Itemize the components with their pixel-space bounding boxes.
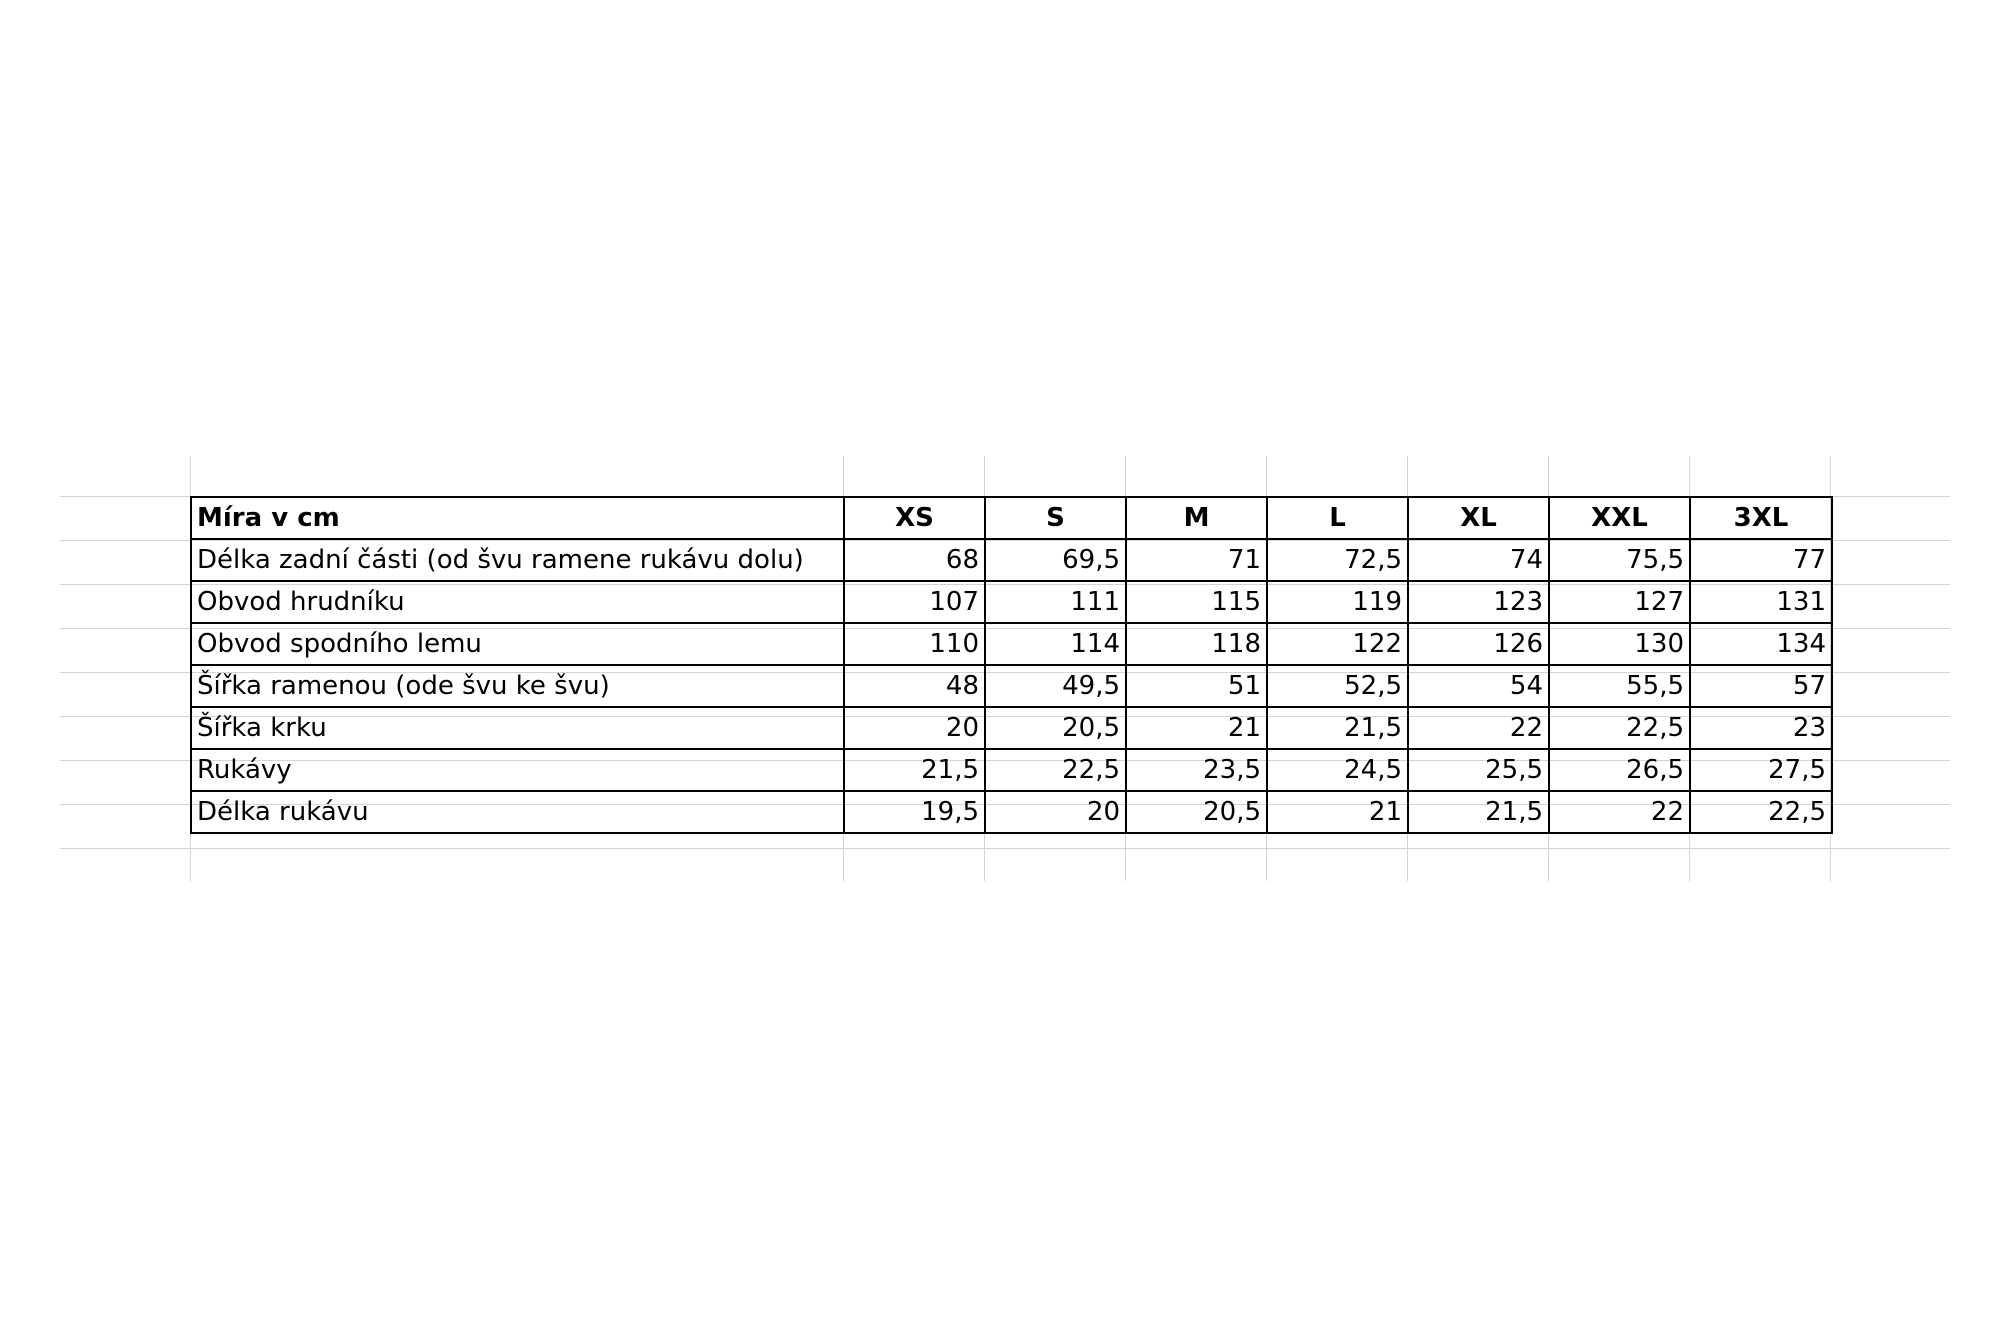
row-label[interactable]: Rukávy <box>191 749 844 791</box>
table-cell[interactable]: 22,5 <box>1690 791 1832 833</box>
row-label[interactable]: Délka rukávu <box>191 791 844 833</box>
table-cell[interactable]: 21,5 <box>844 749 985 791</box>
table-cell[interactable]: 20 <box>985 791 1126 833</box>
table-cell[interactable]: 134 <box>1690 623 1832 665</box>
table-row <box>191 791 1832 833</box>
table-row <box>191 539 1832 581</box>
table-cell[interactable]: 48 <box>844 665 985 707</box>
table-cell[interactable]: 115 <box>1126 581 1267 623</box>
table-cell[interactable]: 119 <box>1267 581 1408 623</box>
size-header-xs[interactable]: XS <box>844 497 985 539</box>
table-cell[interactable]: 68 <box>844 539 985 581</box>
table-cell[interactable]: 22 <box>1408 707 1549 749</box>
table-cell[interactable]: 111 <box>985 581 1126 623</box>
size-header-xxl[interactable]: XXL <box>1549 497 1690 539</box>
table-cell[interactable]: 123 <box>1408 581 1549 623</box>
table-cell[interactable]: 19,5 <box>844 791 985 833</box>
table-cell[interactable]: 23 <box>1690 707 1832 749</box>
header-row <box>191 497 1832 539</box>
row-label[interactable]: Šířka ramenou (ode švu ke švu) <box>191 665 844 707</box>
row-label[interactable]: Obvod hrudníku <box>191 581 844 623</box>
size-header-m[interactable]: M <box>1126 497 1267 539</box>
table-cell[interactable]: 21 <box>1126 707 1267 749</box>
table-row <box>191 749 1832 791</box>
row-label[interactable]: Obvod spodního lemu <box>191 623 844 665</box>
table-cell[interactable]: 71 <box>1126 539 1267 581</box>
size-header-3xl[interactable]: 3XL <box>1690 497 1832 539</box>
table-cell[interactable]: 114 <box>985 623 1126 665</box>
table-cell[interactable]: 118 <box>1126 623 1267 665</box>
table-cell[interactable]: 20 <box>844 707 985 749</box>
table-cell[interactable]: 27,5 <box>1690 749 1832 791</box>
table-cell[interactable]: 22,5 <box>1549 707 1690 749</box>
table-cell[interactable]: 54 <box>1408 665 1549 707</box>
table-cell[interactable]: 51 <box>1126 665 1267 707</box>
table-cell[interactable]: 24,5 <box>1267 749 1408 791</box>
table-cell[interactable]: 127 <box>1549 581 1690 623</box>
table-cell[interactable]: 26,5 <box>1549 749 1690 791</box>
size-header-xl[interactable]: XL <box>1408 497 1549 539</box>
table-row <box>191 581 1832 623</box>
table-cell[interactable]: 21 <box>1267 791 1408 833</box>
size-header-s[interactable]: S <box>985 497 1126 539</box>
table-cell[interactable]: 52,5 <box>1267 665 1408 707</box>
row-label[interactable]: Délka zadní části (od švu ramene rukávu dolu) <box>191 539 844 581</box>
table-cell[interactable]: 122 <box>1267 623 1408 665</box>
table-cell[interactable]: 21,5 <box>1408 791 1549 833</box>
table-cell[interactable]: 110 <box>844 623 985 665</box>
table-cell[interactable]: 107 <box>844 581 985 623</box>
gridline <box>60 848 1950 849</box>
table-cell[interactable]: 69,5 <box>985 539 1126 581</box>
table-cell[interactable]: 126 <box>1408 623 1549 665</box>
table-cell[interactable]: 55,5 <box>1549 665 1690 707</box>
table-cell[interactable]: 25,5 <box>1408 749 1549 791</box>
table-cell[interactable]: 130 <box>1549 623 1690 665</box>
table-cell[interactable]: 22 <box>1549 791 1690 833</box>
size-chart-table <box>190 496 1833 834</box>
table-row <box>191 707 1832 749</box>
table-row <box>191 623 1832 665</box>
corner-label[interactable]: Míra v cm <box>191 497 844 539</box>
size-header-l[interactable]: L <box>1267 497 1408 539</box>
table-row <box>191 665 1832 707</box>
table-cell[interactable]: 74 <box>1408 539 1549 581</box>
row-label[interactable]: Šířka krku <box>191 707 844 749</box>
table-cell[interactable]: 57 <box>1690 665 1832 707</box>
table-cell[interactable]: 23,5 <box>1126 749 1267 791</box>
table-cell[interactable]: 20,5 <box>985 707 1126 749</box>
table-cell[interactable]: 75,5 <box>1549 539 1690 581</box>
table-cell[interactable]: 131 <box>1690 581 1832 623</box>
table-cell[interactable]: 49,5 <box>985 665 1126 707</box>
table-cell[interactable]: 21,5 <box>1267 707 1408 749</box>
table-cell[interactable]: 77 <box>1690 539 1832 581</box>
table-cell[interactable]: 22,5 <box>985 749 1126 791</box>
table-cell[interactable]: 20,5 <box>1126 791 1267 833</box>
table-cell[interactable]: 72,5 <box>1267 539 1408 581</box>
